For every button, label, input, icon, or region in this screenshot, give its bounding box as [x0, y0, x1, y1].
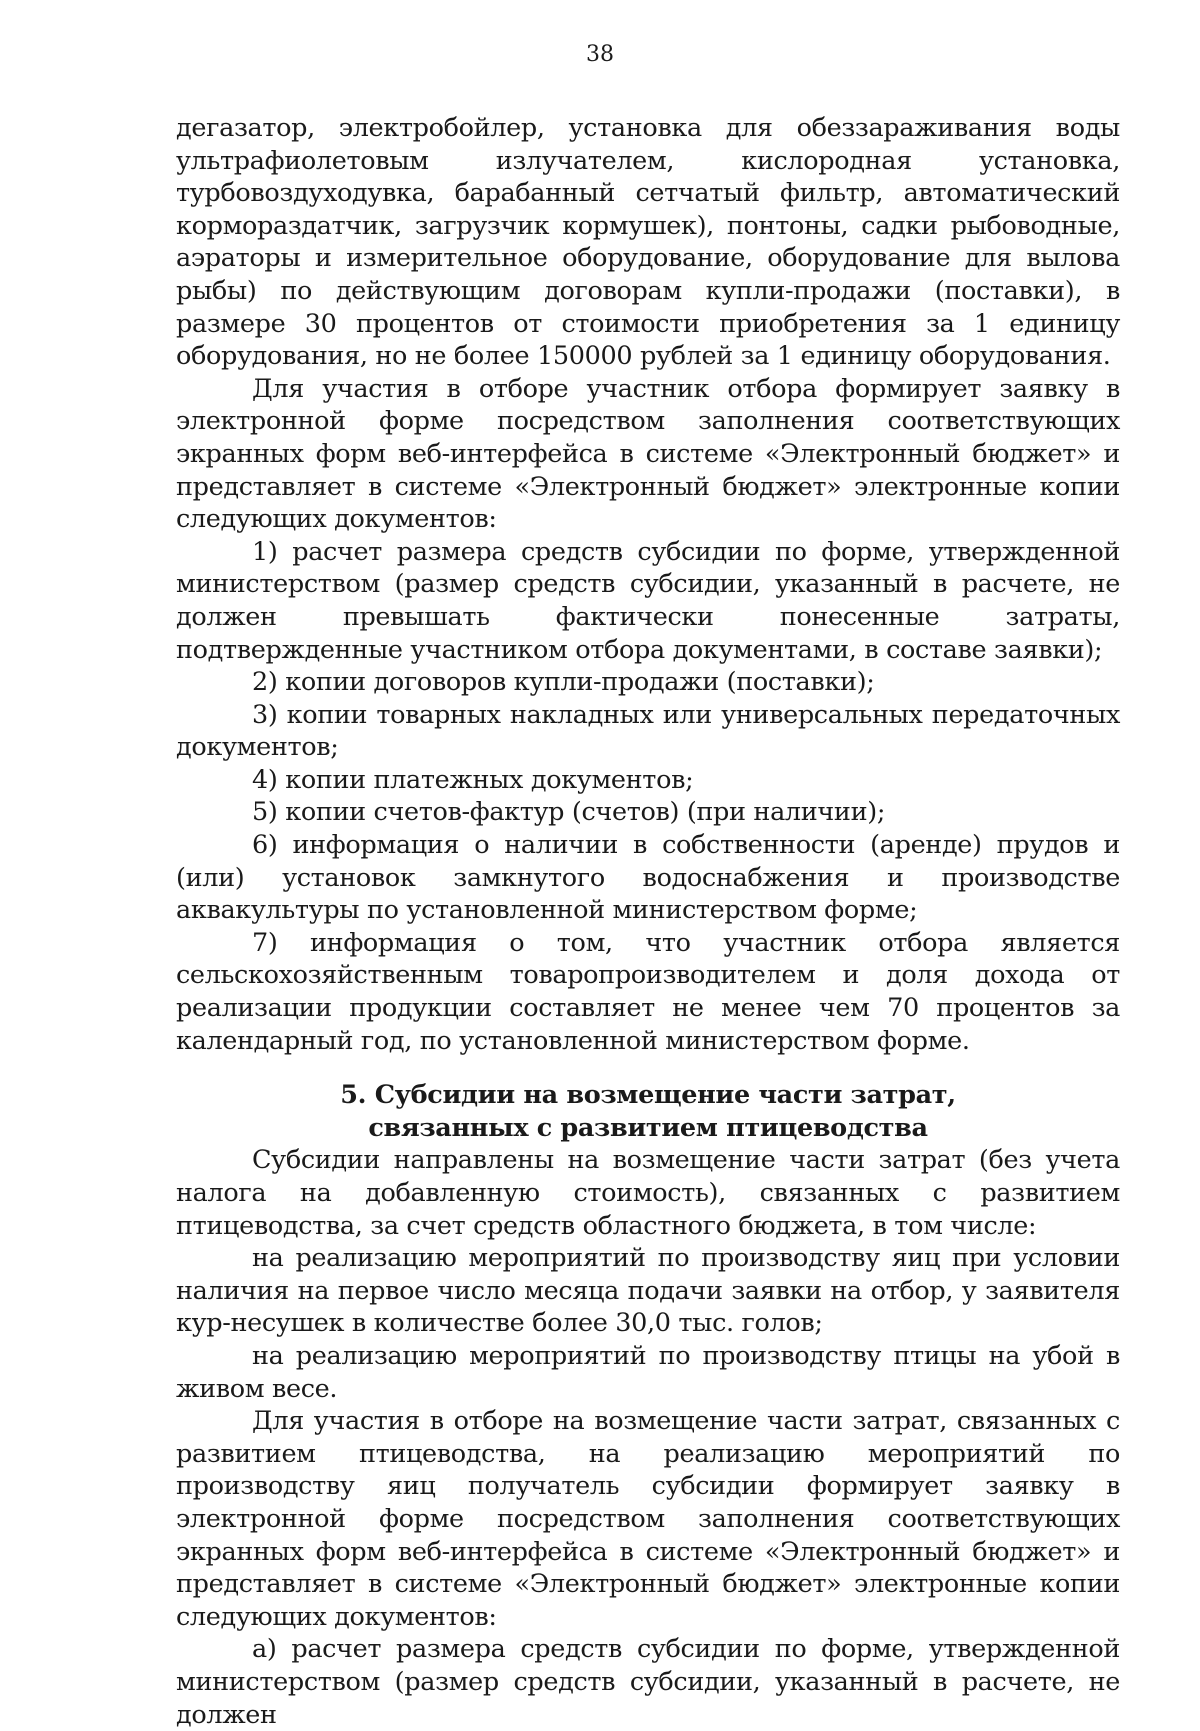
section-heading-line-2: связанных с развитием птицеводства: [368, 1112, 928, 1143]
page-number: 38: [586, 42, 614, 67]
paragraph-continuation: дегазатор, электробойлер, установка для обеззараживания воды ультрафиолетовым излучателем, кислородная установка, турбовоздуходувка, барабанный сетчатый фильтр, автоматический кормораздатчик, загрузчик кормушек), понтоны, садки рыбоводные, аэраторы и измерительное оборудование, оборудование для вылова рыбы) по действующим договорам купли-продажи (поставки), в размере 30 процентов от стоимости приобретения за 1 единицу оборудования, но не более 150000 рублей за 1 единицу оборудования.: [176, 113, 1120, 372]
list-item-5: 5) копии счетов-фактур (счетов) (при наличии);: [252, 797, 886, 828]
list-item-6: 6) информация о наличии в собственности (аренде) прудов и (или) установок замкнутого водоснабжения и производстве аквакультуры по установленной министерством форме;: [176, 830, 1120, 926]
document-body: [176, 112, 1120, 1731]
section-paragraph-intro: Субсидии направлены на возмещение части затрат (без учета налога на добавленную стоимость), связанных с развитием птицеводства, за счет средств областного бюджета, в том числе:: [176, 1145, 1120, 1241]
section-heading-line-1: 5. Субсидии на возмещение части затрат,: [340, 1080, 956, 1111]
list-item-7: 7) информация о том, что участник отбора является сельскохозяйственным товаропроизводителем и доля дохода от реализации продукции составляет не менее чем 70 процентов за календарный год, по установленной министерством форме.: [176, 927, 1120, 1056]
list-item-3: 3) копии товарных накладных или универсальных передаточных документов;: [176, 699, 1120, 763]
list-item-1: 1) расчет размера средств субсидии по форме, утвержденной министерством (размер средств субсидии, указанный в расчете, не должен превышать фактически понесенные затраты, подтвержденные участником отбора документами, в составе заявки);: [176, 536, 1120, 665]
section-paragraph-participation: Для участия в отборе на возмещение части затрат, связанных с развитием птицеводства, на реализацию мероприятий по производству яиц получатель субсидии формирует заявку в электронной форме посредством заполнения соответствующих экранных форм веб-интерфейса в системе «Электронный бюджет» и представляет в системе «Электронный бюджет» электронные копии следующих документов:: [176, 1406, 1120, 1632]
section-paragraph-poultry: на реализацию мероприятий по производству птицы на убой в живом весе.: [176, 1340, 1120, 1404]
paragraph-participation: Для участия в отборе участник отбора формирует заявку в электронной форме посредством заполнения соответствующих экранных форм веб-интерфейса в системе «Электронный бюджет» и представляет в системе «Электронный бюджет» электронные копии следующих документов:: [176, 373, 1120, 535]
section-heading: [176, 1079, 1120, 1144]
list-item-4: 4) копии платежных документов;: [252, 764, 694, 795]
list-item-2: 2) копии договоров купли-продажи (поставки);: [252, 667, 875, 698]
section-paragraph-eggs: на реализацию мероприятий по производству яиц при условии наличия на первое число месяца подачи заявки на отбор, у заявителя кур-несушек в количестве более 30,0 тыс. голов;: [176, 1243, 1120, 1339]
section-list-item-a: а) расчет размера средств субсидии по форме, утвержденной министерством (размер средств субсидии, указанный в расчете, не должен: [176, 1634, 1120, 1730]
